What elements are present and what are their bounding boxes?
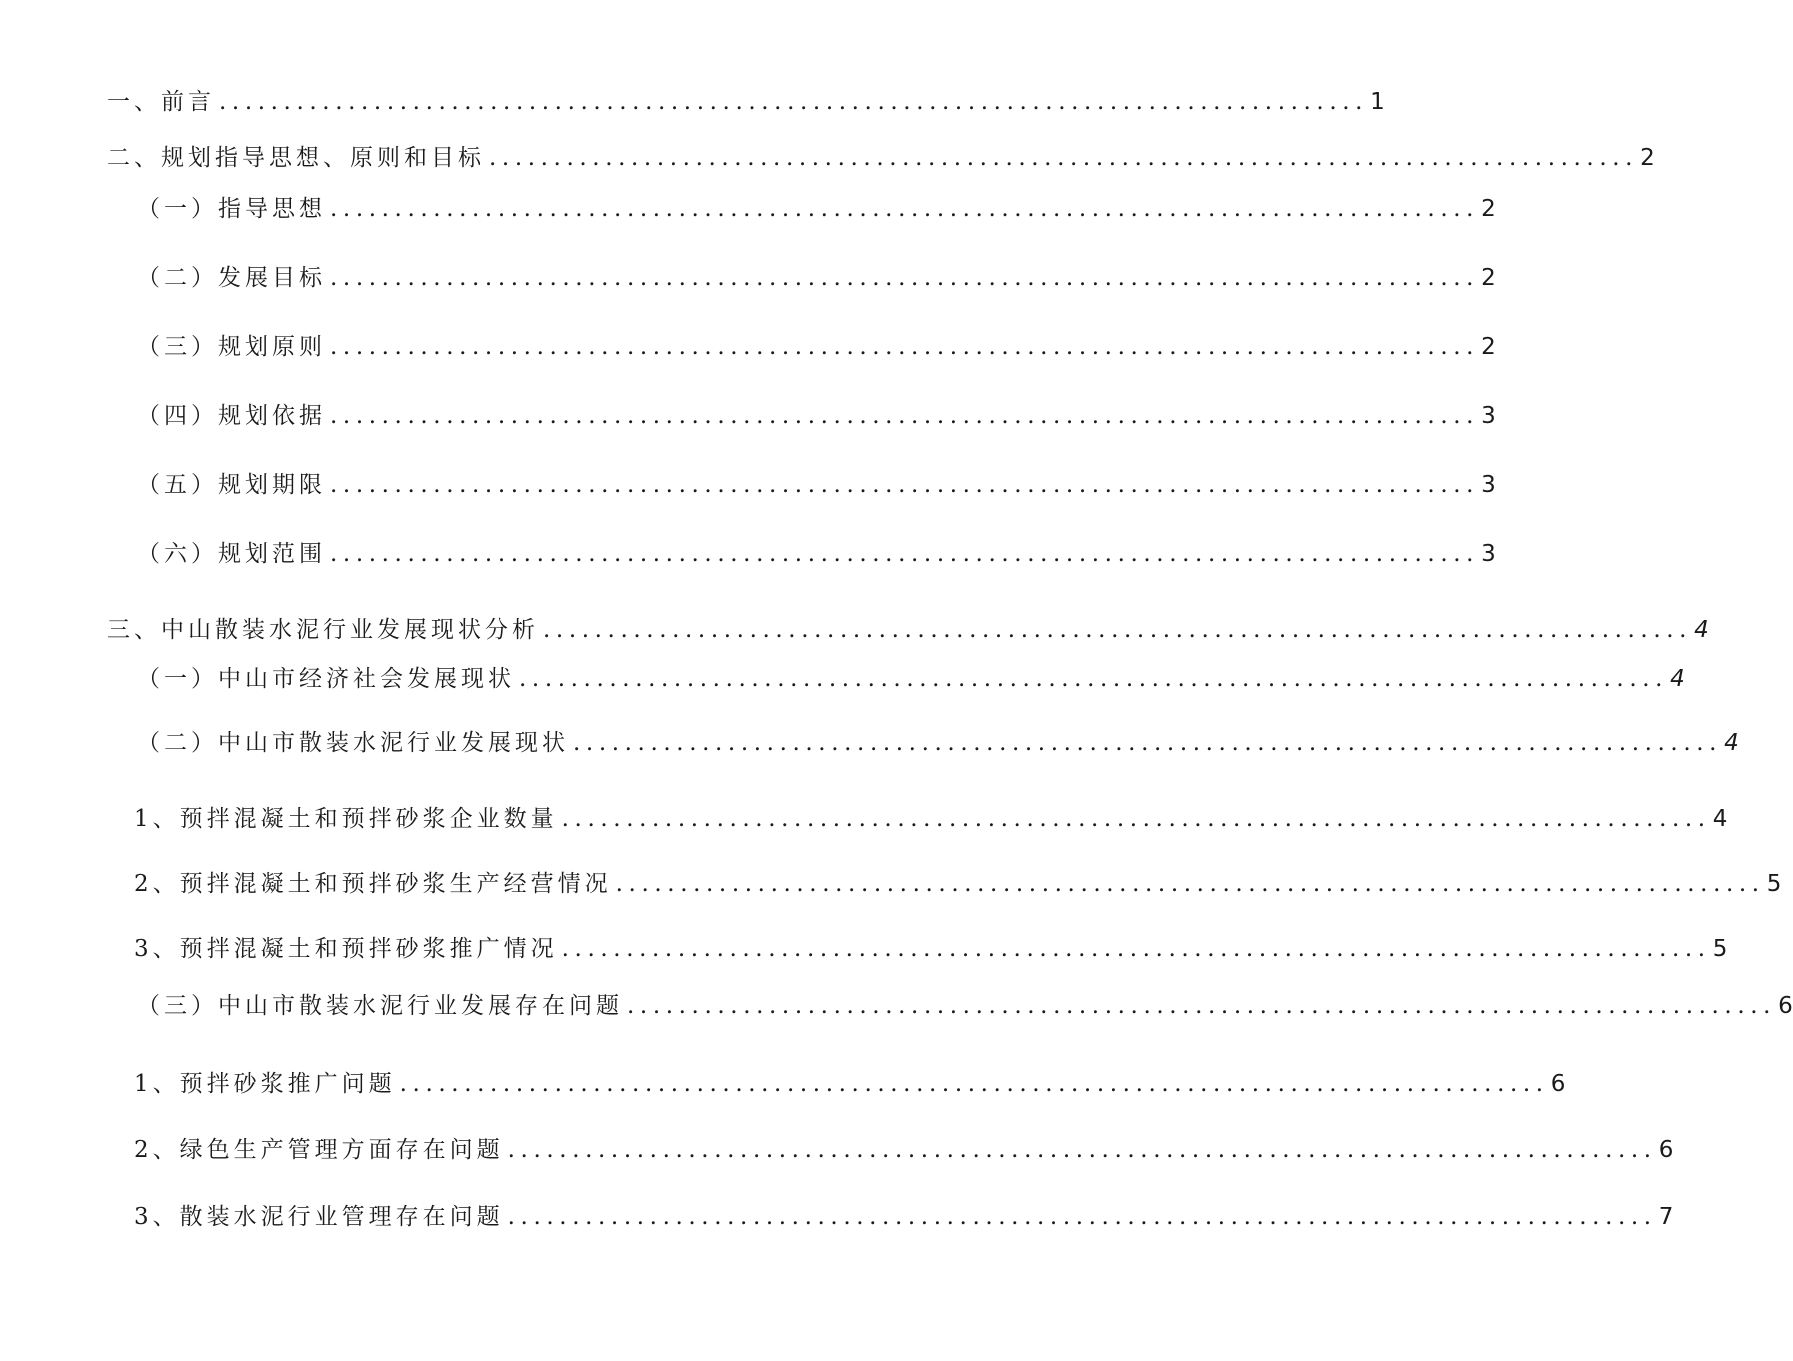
toc-entry[interactable] [137,331,1496,363]
toc-page-number: 2 [1640,145,1655,171]
toc-entry[interactable] [137,727,1739,759]
toc-dot-leader: ......................................................................................... [330,265,1480,291]
toc-entry-title: （一）指导思想 [137,196,326,222]
toc-page-number: 5 [1766,871,1782,897]
toc-entry-title: （一）中山市经济社会发展现状 [137,666,515,692]
toc-entry[interactable] [137,193,1496,225]
toc-page-number: 4 [1694,617,1709,643]
toc-entry-title: （二）发展目标 [137,265,326,291]
toc-dot-leader: ......................................................................................... [561,936,1711,962]
toc-entry-title: 一、前言 [107,89,215,115]
toc-page-number: 2 [1481,265,1496,291]
toc-entry-title: 3、散装水泥行业管理存在问题 [134,1204,504,1230]
toc-entry[interactable] [137,400,1496,432]
toc-entry-title: 2、绿色生产管理方面存在问题 [134,1137,504,1163]
toc-dot-leader: ......................................................................................... [330,196,1480,222]
toc-dot-leader: ......................................................................................... [330,541,1480,567]
toc-page-number: 2 [1481,196,1496,222]
toc-dot-leader: ......................................................................................... [330,403,1480,429]
toc-entry[interactable] [137,990,1793,1022]
toc-entry-title: （六）规划范围 [137,541,326,567]
toc-dot-leader: ......................................................................................... [507,1137,1657,1163]
toc-dot-leader: ......................................................................................... [330,472,1480,498]
toc-page-number: 6 [1778,993,1793,1019]
toc-dot-leader: ......................................................................................... [543,617,1693,643]
toc-dot-leader: ......................................................................................... [507,1204,1657,1230]
toc-dot-leader: ......................................................................................... [489,145,1639,171]
toc-page-number: 3 [1481,541,1496,567]
toc-entry[interactable] [107,142,1655,174]
toc-entry-title: 1、预拌砂浆推广问题 [134,1071,396,1097]
toc-dot-leader: ......................................................................................... [627,993,1777,1019]
toc-page-number: 3 [1481,472,1496,498]
toc-entry-title: 三、中山散装水泥行业发展现状分析 [107,617,539,643]
toc-page-number: 4 [1712,806,1728,832]
toc-entry-title: 二、规划指导思想、原则和目标 [107,145,485,171]
toc-dot-leader: ......................................................................................... [399,1071,1549,1097]
toc-page-number: 4 [1724,730,1739,756]
toc-dot-leader: ......................................................................................... [561,806,1711,832]
toc-entry[interactable] [134,1068,1566,1100]
toc-entry-title: （四）规划依据 [137,403,326,429]
toc-page-number: 6 [1658,1137,1674,1163]
toc-entry-title: （三）规划原则 [137,334,326,360]
toc-entry[interactable] [134,1134,1674,1166]
toc-page-number: 4 [1670,666,1685,692]
toc-entry[interactable] [107,614,1709,646]
toc-page-number: 3 [1481,403,1496,429]
toc-entry[interactable] [137,538,1496,570]
toc-entry[interactable] [134,868,1782,900]
toc-dot-leader: ......................................................................................... [519,666,1669,692]
toc-entry-title: 3、预拌混凝土和预拌砂浆推广情况 [134,936,558,962]
toc-entry[interactable] [137,469,1496,501]
toc-page-number: 2 [1481,334,1496,360]
toc-dot-leader: ......................................................................................... [219,89,1369,115]
toc-page-number: 7 [1658,1204,1674,1230]
toc-entry-title: （三）中山市散装水泥行业发展存在问题 [137,993,623,1019]
toc-page-number: 1 [1370,89,1385,115]
toc-dot-leader: ......................................................................................... [615,871,1765,897]
toc-page-number: 5 [1712,936,1728,962]
toc-entry[interactable] [107,86,1385,118]
toc-entry[interactable] [137,663,1685,695]
toc-entry-title: （五）规划期限 [137,472,326,498]
toc-entry-title: 2、预拌混凝土和预拌砂浆生产经营情况 [134,871,612,897]
toc-entry[interactable] [134,933,1728,965]
toc-entry-title: （二）中山市散装水泥行业发展现状 [137,730,569,756]
toc-entry[interactable] [134,1201,1674,1233]
toc-entry-title: 1、预拌混凝土和预拌砂浆企业数量 [134,806,558,832]
toc-dot-leader: ......................................................................................... [330,334,1480,360]
toc-page-number: 6 [1550,1071,1566,1097]
toc-entry[interactable] [134,803,1728,835]
toc-dot-leader: ......................................................................................... [573,730,1723,756]
toc-entry[interactable] [137,262,1496,294]
